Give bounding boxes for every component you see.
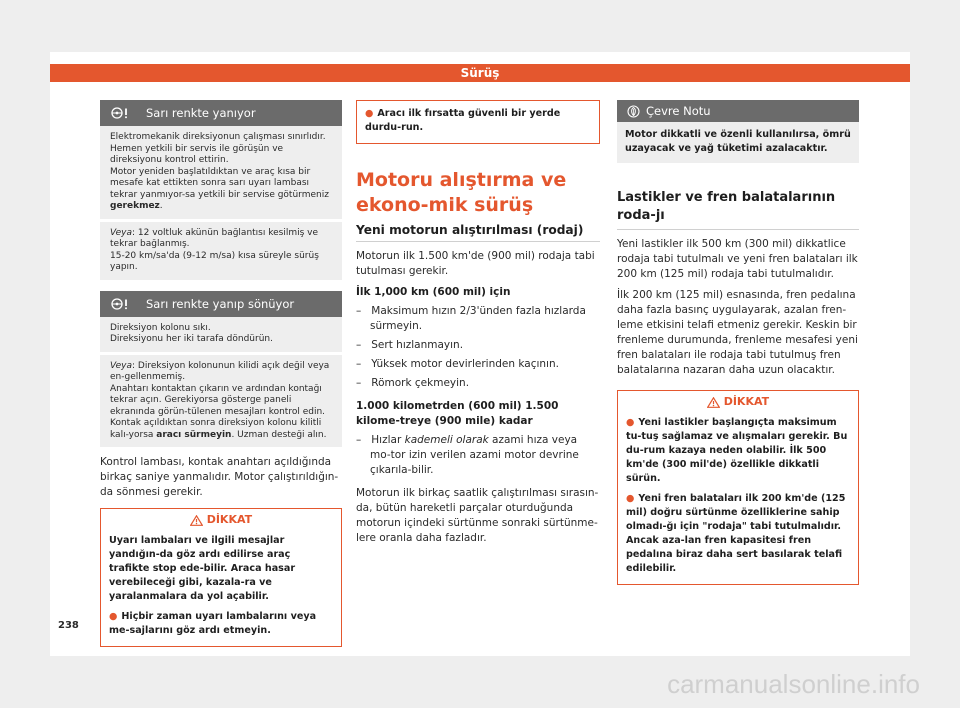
text: Yüksek motor devirlerinden kaçının. (371, 358, 559, 370)
text: Uyarı lambaları ve ilgili mesajlar yandığın-da göz ardı edilirse araç trafikte stop ede-bilir. Araca hasar verebileceği gibi, kazala-ra ve yaralanmalara da yol açabilir. (109, 535, 296, 602)
bullet-item: ● Hiçbir zaman uyarı lambalarını veya me-sajlarını göz ardı etmeyin. (109, 611, 317, 636)
environment-note-body: Motor dikkatli ve özenli kullanılırsa, ömrü uzayacak ve yağ tüketimi azalacaktır. (617, 122, 859, 163)
text (110, 361, 334, 384)
text: Direksiyonu her iki tarafa döndürün. (110, 334, 273, 344)
column-1 (100, 100, 342, 647)
text: Anahtarı kontaktan çıkarın ve ardından kontağı tekrar açın. Gerekiyorsa gösterge paneli ekranında görün-tülenen mesajları kontrol edin. (110, 383, 326, 417)
text: Kontak açıldıktan sonra direksiyon kolonu kilitli kalı-yorsa (110, 418, 322, 440)
steering-warning-icon (110, 107, 146, 119)
paragraph: İlk 200 km (125 mil) esnasında, fren pedalına daha fazla basınç uygulayarak, azalan fren-leme etkisini telafi etmeniz gerekir. Keskin bir frenleme durumunda, frenleme mesafesi yeni fren balataları ile rodaja tabi tutulmuş fren balatalarına nazaran daha uzun olacaktır. (617, 289, 858, 376)
warning-heading (618, 391, 858, 411)
subsection-title: Yeni motorun alıştırılması (rodaj) (356, 223, 584, 237)
box-title: Sarı renkte yanıyor (146, 106, 256, 120)
warning-triangle-icon (190, 513, 207, 526)
box-title: Sarı renkte yanıp sönüyor (146, 296, 295, 311)
paragraph: Motorun ilk birkaç saatlik çalıştırılması sırasın-da, bütün hareketli parçalar oturduğunda motorun içindeki sürtünme sonraki sürtünme-lere oranla daha fazladır. (356, 487, 599, 544)
warning-heading (101, 509, 341, 529)
text: 15-20 km/sa'da (9-12 m/sa) kısa süreyle sürüş yapın. (110, 250, 319, 272)
emphasis: Veya (110, 360, 133, 371)
text: Yeni fren balataları ilk 200 km'de (125 mil) doğru sürtünme özelliklerine sahip olmadı-ğı için "rodaja" tabi tutulmalıdır. Ancak aza-lan fren kapasitesi fren pedalına biraz daha sert basılarak telafi edilebilir. (626, 493, 846, 574)
divider (617, 229, 859, 230)
list-heading: 1.000 kilometrden (600 mil) 1.500 kilome-treye (900 mile) kadar (356, 400, 559, 427)
list-item: – Maksimum hızın 2/3'ünden fazla hızlarda sürmeyin. (356, 305, 586, 332)
text (110, 228, 334, 251)
text: Sert hızlanmayın. (371, 339, 464, 351)
list-item: – Hızlar kademeli olarak azami hıza veya mo-tor izin verilen azami motor devrine çıkarıla-bilir. (356, 434, 579, 476)
text: Motor yeniden başlatıldıktan ve araç kısa bir mesafe kat ettikten sonra sarı uyarı lambası tekrar yanmıyor-sa yetkili bir servise götürmeniz (110, 166, 329, 200)
paragraph: Motorun ilk 1.500 km'de (900 mil) rodaja tabi tutulması gerekir. (356, 250, 595, 277)
bullet-item: ● Yeni lastikler başlangıçta maksimum tu-tuş sağlamaz ve alışmaları gerekir. Bu du-rum kazaya neden olabilir. İlk 500 km'de (300 mil'de) özellikle dikkatli sürün. (626, 417, 848, 484)
warning-title: DİKKAT (723, 395, 770, 408)
paragraph: Yeni lastikler ilk 500 km (300 mil) dikkatlice rodaja tabi tutulmalı ve yeni fren balataları ilk 200 km (125 mil) rodaja tabi tutulmalıdır. (617, 238, 858, 280)
text: azami hıza veya mo-tor izin verilen azami motor devrine çıkarıla-bilir. (370, 434, 579, 476)
page-number: 238 (58, 620, 79, 631)
emphasis: kademeli olarak (404, 434, 489, 446)
warning-body (101, 529, 341, 646)
divider (356, 241, 600, 242)
text: Elektromekanik direksiyonun çalışması sınırlıdır. (110, 132, 326, 142)
text: : Direksiyon kolonunun kilidi açık değil veya en-gellenmemiş. (110, 360, 330, 382)
text: Aracı ilk fırsatta güvenli bir yerde durdu-run. (365, 108, 561, 133)
subsection-title: Lastikler ve fren balatalarının roda-jı (617, 190, 836, 223)
emphasis: gerekmez (110, 201, 160, 211)
section-title: Motoru alıştırma ve ekono-mik sürüş (356, 169, 567, 216)
warning-triangle-icon (707, 395, 724, 408)
emphasis: aracı sürmeyin (156, 429, 232, 440)
text: : 12 voltluk akünün bağlantısı kesilmiş ve tekrar bağlanmış. (110, 227, 319, 249)
text: Hiçbir zaman uyarı lambalarını veya me-sajlarını göz ardı etmeyin. (109, 611, 317, 636)
paragraph: Kontrol lambası, kontak anahtarı açıldığında birkaç saniye yanmalıdır. Motor çalıştırıldığın-da sönmesi gerekir. (100, 456, 339, 498)
text: Römork çekmeyin. (371, 377, 470, 389)
text (110, 418, 334, 441)
status-bar-yellow-on (100, 100, 342, 126)
running-header: Sürüş (50, 64, 910, 82)
text: . Uzman desteği alın. (231, 429, 327, 440)
warning-title: DİKKAT (206, 513, 253, 526)
dash-list (356, 433, 600, 478)
bullet-item: ● Yeni fren balataları ilk 200 km'de (125 mil) doğru sürtünme özelliklerine sahip olmadı-ğı için "rodaja" tabi tutulmalıdır. Ancak aza-lan fren kapasitesi fren pedalına biraz daha sert basılarak telafi edilebilir. (626, 493, 846, 574)
text (110, 167, 334, 213)
info-box-yellow-blink-alt (100, 355, 342, 448)
emphasis: Veya (110, 227, 133, 238)
list-item: – Yüksek motor devirlerinden kaçının. (356, 358, 559, 370)
list-item: – Sert hızlanmayın. (356, 339, 464, 351)
text: Direksiyon kolonu sıkı. (110, 322, 211, 333)
steering-warning-icon (110, 298, 146, 310)
watermark: carmanualsonline.info (667, 669, 920, 699)
text: Maksimum hızın 2/3'ünden fazla hızlarda sürmeyin. (370, 305, 586, 332)
warning-box (617, 390, 859, 585)
column-3 (617, 100, 859, 585)
bullet-item: ● Aracı ilk fırsatta güvenli bir yerde durdu-run. (365, 108, 561, 133)
environment-note-header (617, 100, 859, 122)
environment-leaf-icon (627, 104, 640, 118)
text: Hızlar (371, 434, 405, 446)
column-2 (356, 100, 600, 546)
text: Hemen yetkili bir servis ile görüşün ve direksiyonu kontrol ettirin. (110, 143, 284, 165)
status-bar-yellow-blink (100, 291, 342, 317)
info-box-yellow-on-alt (100, 222, 342, 280)
info-box-yellow-on (100, 126, 342, 219)
warning-body (618, 411, 858, 584)
list-item: – Römork çekmeyin. (356, 377, 470, 389)
list-heading: İlk 1,000 km (600 mil) için (356, 286, 511, 298)
text: Yeni lastikler başlangıçta maksimum tu-tuş sağlamaz ve alışmaları gerekir. Bu du-rum kazaya neden olabilir. İlk 500 km'de (300 mil'de) özellikle dikkatli sürün. (626, 417, 848, 484)
info-box-yellow-blink (100, 317, 342, 352)
warning-box (100, 508, 342, 647)
text: . (159, 201, 163, 211)
dash-list (356, 304, 600, 391)
box-title: Çevre Notu (646, 104, 711, 118)
continued-warning-box (356, 100, 600, 144)
